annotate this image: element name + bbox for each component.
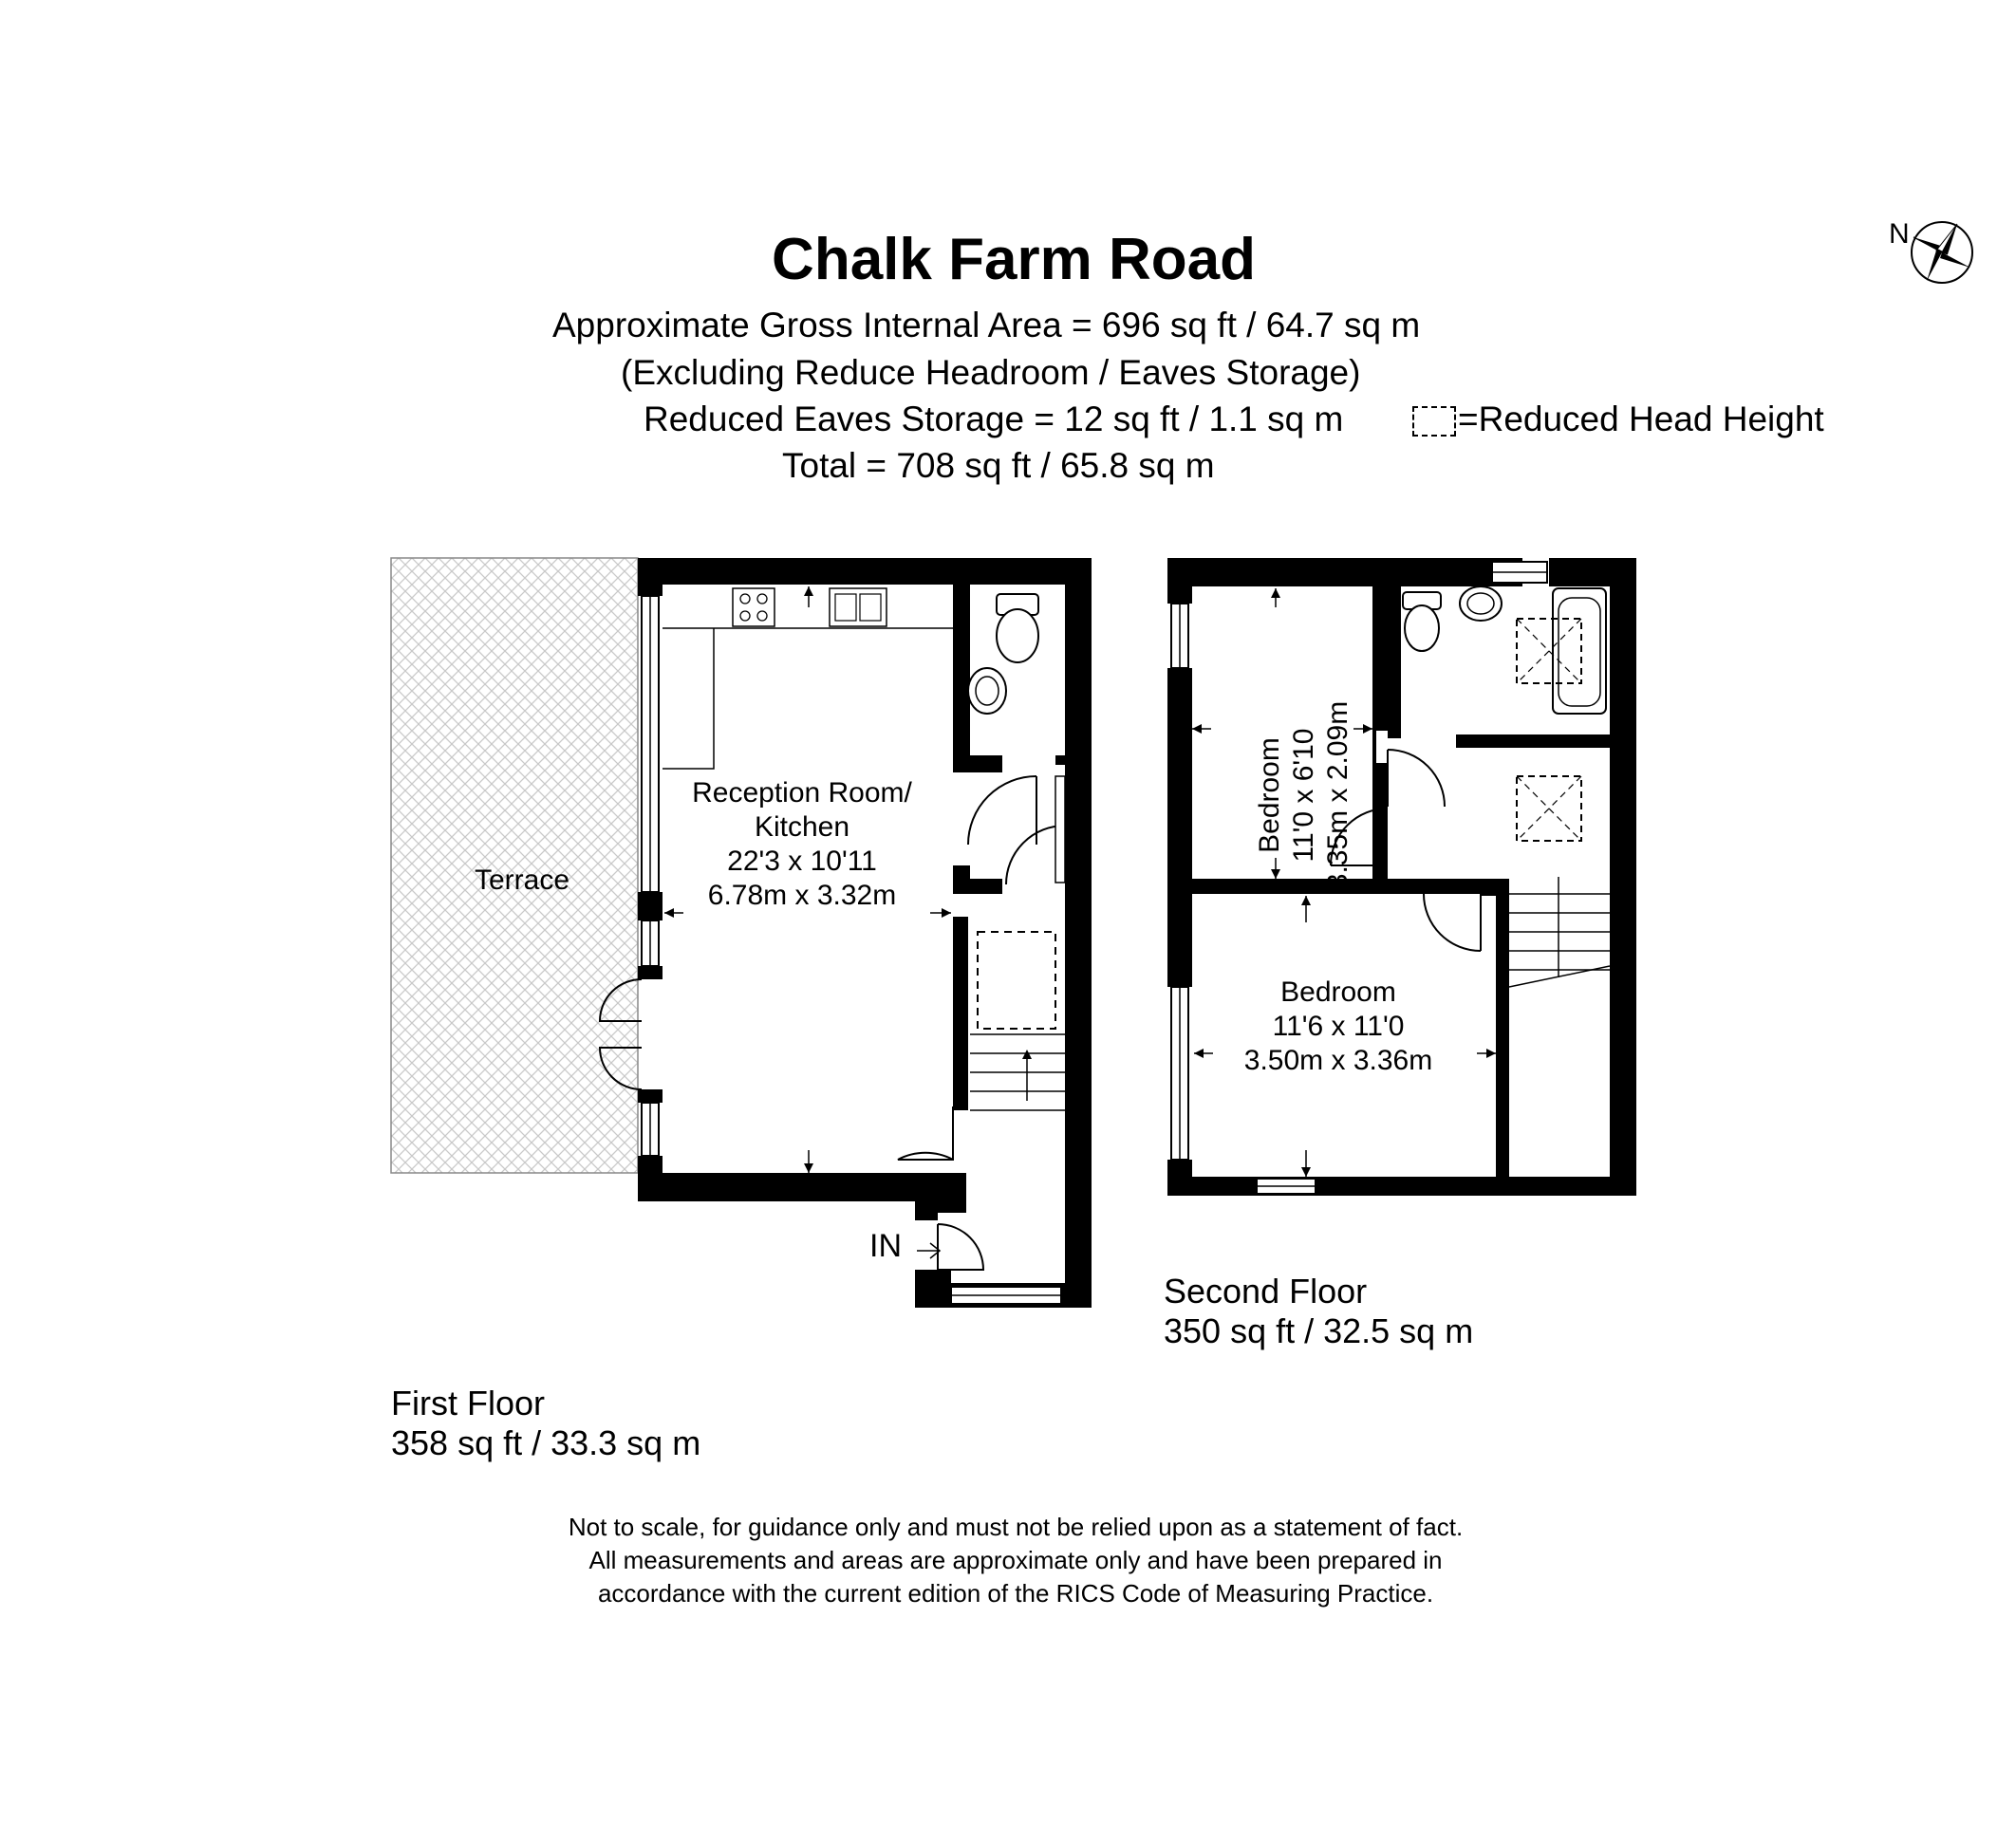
bathroom-basin-icon <box>1460 586 1502 621</box>
wall-wc-bottom <box>953 755 1002 772</box>
total-area-text: Total = 708 sq ft / 65.8 sq m <box>782 446 1215 485</box>
reduced-headroom-area <box>978 932 1055 1029</box>
disclaimer-line2: All measurements and areas are approximate only and have been prepared in <box>588 1545 1443 1574</box>
bedroom-small-size-imperial: 11'0 x 6'10 <box>1288 728 1319 863</box>
page-title: Chalk Farm Road <box>772 227 1256 292</box>
first-floor-name: First Floor <box>391 1384 545 1422</box>
front-door-swing <box>938 1224 983 1270</box>
bedroom-large-label <box>1224 976 1452 1078</box>
first-floor-caption <box>391 1384 700 1464</box>
bedroom-large-size-metric: 3.50m x 3.36m <box>1243 1045 1433 1076</box>
wall-left-mid <box>1167 668 1192 987</box>
disclaimer-line3: accordance with the current edition of the RICS Code of Measuring Practice. <box>597 1578 1434 1608</box>
disclaimer <box>399 1511 1633 1609</box>
bedroom-small-size-metric: 3.35m x 2.09m <box>1322 700 1353 890</box>
second-floor-name: Second Floor <box>1164 1272 1368 1311</box>
bathroom-toilet-icon <box>1405 605 1439 651</box>
reception-size-metric: 6.78m x 3.32m <box>707 880 897 911</box>
toilet-icon <box>997 609 1038 662</box>
wc-basin-icon <box>968 668 1006 714</box>
eaves-storage-text: Reduced Eaves Storage = 12 sq ft / 1.1 sq m <box>644 400 1344 438</box>
terrace-label: Terrace <box>475 865 570 896</box>
reception-name-line1: Reception Room/ <box>692 777 912 809</box>
reception-room-label <box>664 776 940 913</box>
bathtub-icon <box>1553 588 1606 714</box>
wall-top <box>638 558 1092 585</box>
wall-bottom <box>1167 1177 1636 1196</box>
bedroom-large-door-swing <box>1424 894 1481 951</box>
second-floor-plan <box>1167 558 1636 1196</box>
excluding-text: (Excluding Reduce Headroom / Eaves Storage) <box>621 353 1361 392</box>
reduced-head-height-legend-text: =Reduced Head Height <box>1458 400 1824 438</box>
bathroom-door-swing <box>1388 750 1445 807</box>
bedroom-large-name: Bedroom <box>1280 976 1396 1008</box>
wall-top-left <box>1167 558 1522 586</box>
wall-bathroom-bottom <box>1456 734 1610 748</box>
reception-size-imperial: 22'3 x 10'11 <box>727 846 877 877</box>
wall-stair-left <box>1496 879 1509 1177</box>
hob-icon <box>733 588 775 626</box>
gross-area-text: Approximate Gross Internal Area = 696 sq ft / 64.7 sq m <box>552 306 1421 344</box>
reception-name-line2: Kitchen <box>754 811 850 843</box>
wall-stair-left <box>953 917 968 1110</box>
hall-door-swing-lower <box>898 1106 953 1160</box>
wall-right <box>1065 558 1092 1308</box>
first-floor-plan <box>391 558 1092 1308</box>
bedroom-large-size-imperial: 11'6 x 11'0 <box>1272 1011 1405 1042</box>
compass-north-label: N <box>1889 218 1910 250</box>
wall-left-mid <box>638 892 663 920</box>
kitchen-counter-side <box>663 628 714 769</box>
wall-left-top <box>638 558 663 596</box>
wall-left-mid2 <box>638 966 663 979</box>
wall-left-low <box>638 1089 663 1103</box>
wall-entrance-top <box>915 1192 938 1220</box>
bedroom-small-name: Bedroom <box>1254 737 1285 853</box>
first-floor-area: 358 sq ft / 33.3 sq m <box>391 1423 701 1463</box>
second-floor-caption <box>1164 1272 1473 1352</box>
first-floor-stairs <box>970 1034 1065 1110</box>
second-floor-area: 350 sq ft / 32.5 sq m <box>1164 1311 1474 1351</box>
entrance-label: IN <box>869 1228 902 1264</box>
wall-left-top <box>1167 558 1192 604</box>
disclaimer-line1: Not to scale, for guidance only and must not be relied upon as a statement of fact. <box>568 1513 1464 1541</box>
wall-bathroom-left <box>1388 586 1401 738</box>
wc-door-swing <box>968 776 1036 845</box>
wall-wc-left <box>953 585 970 755</box>
wall-right <box>1610 558 1636 1196</box>
bedroom-small-label <box>1253 700 1355 890</box>
second-floor-stairs <box>1509 877 1610 987</box>
